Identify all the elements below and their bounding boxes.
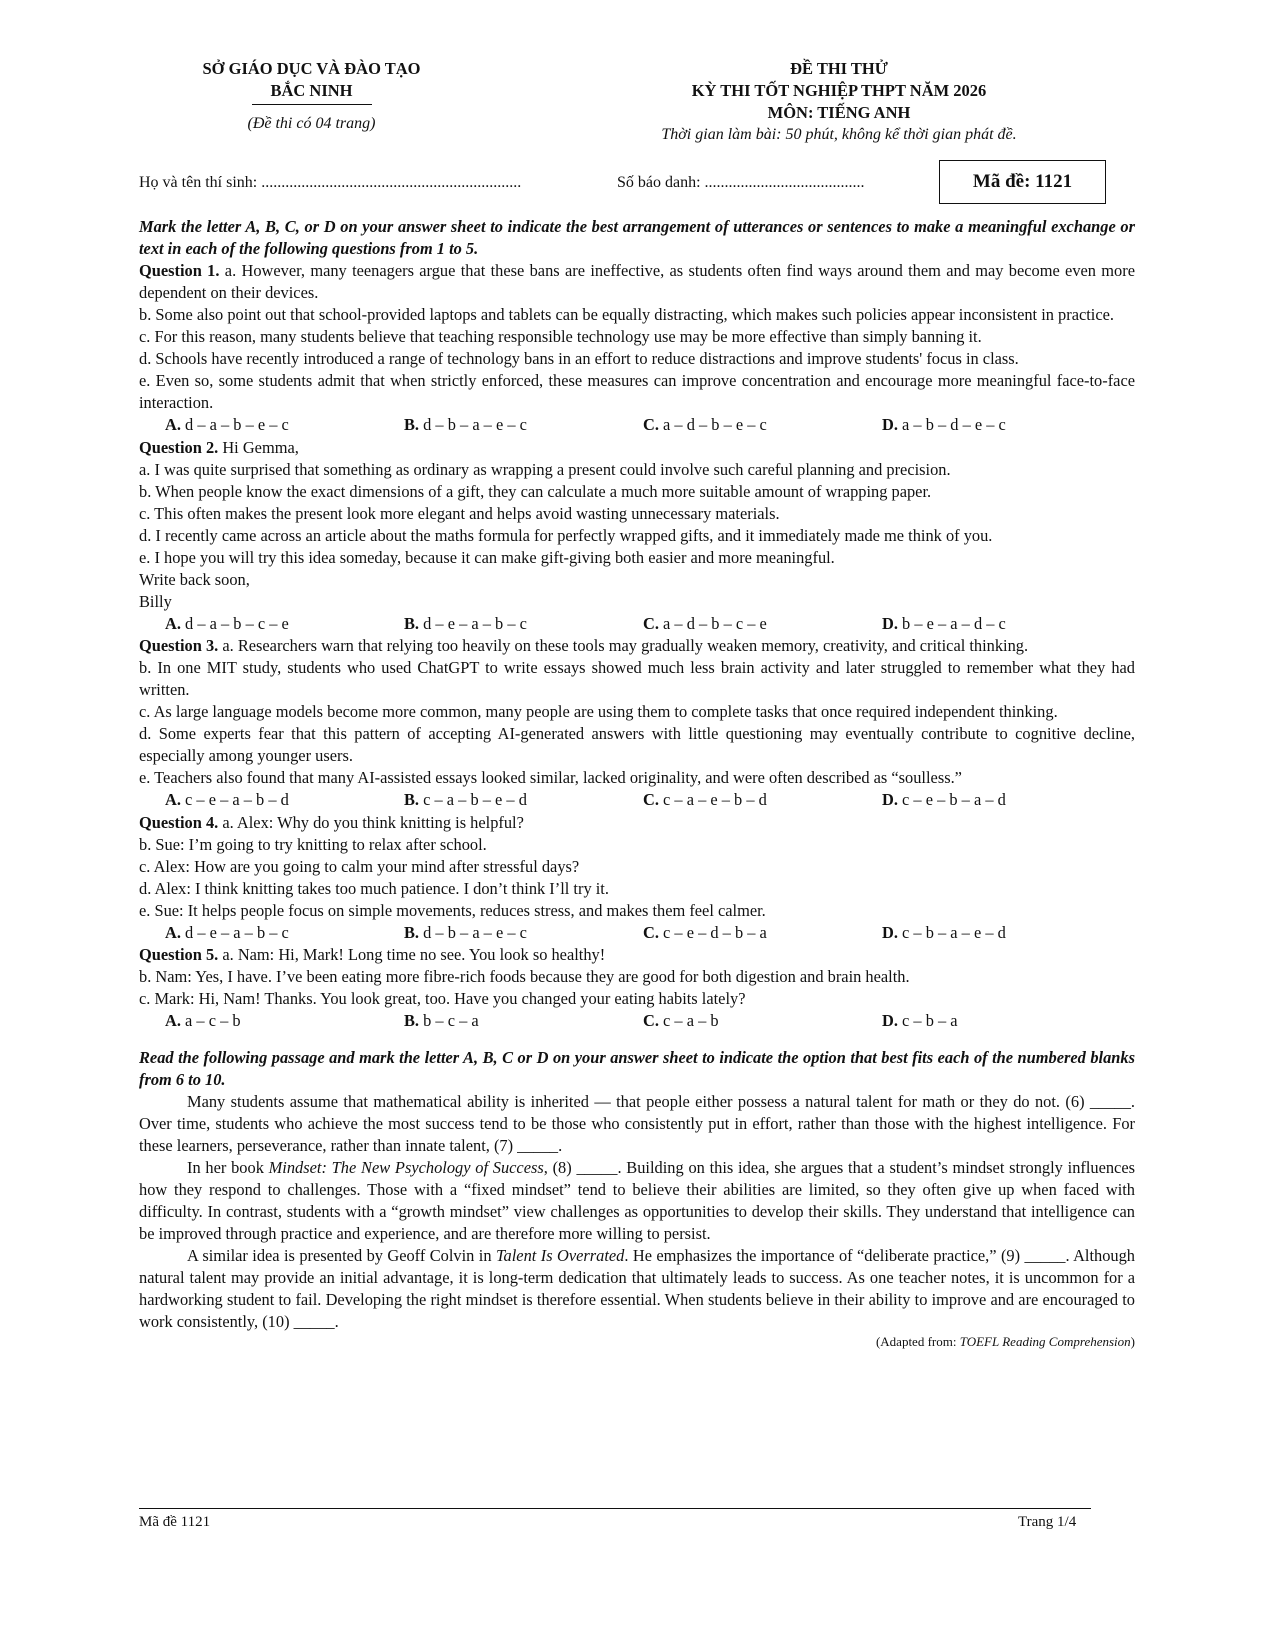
sentence-b: b. Some also point out that school-provided laptops and tablets can be equally distracting, which makes such policies appear inconsistent in practice. <box>139 305 1114 324</box>
sentence-c: c. For this reason, many students believe that teaching responsible technology use may be more effective than simply banning it. <box>139 327 982 346</box>
option-c: C. c – a – b <box>643 1011 719 1030</box>
exam-subject: MÔN: TIẾNG ANH <box>767 103 911 122</box>
question-4 <box>139 812 1135 834</box>
question-1 <box>139 260 1135 304</box>
options-q4 <box>139 922 1135 945</box>
sentence-e: e. Teachers also found that many AI-assisted essays looked similar, lacked originality, and were often described as “soulless.” <box>139 768 962 787</box>
sentence-b: b. When people know the exact dimensions of a gift, they can calculate a much more suitable amount of wrapping paper. <box>139 481 932 501</box>
exam-code-box: Mã đề: 1121 <box>939 160 1106 204</box>
sentence-a: a. However, many teenagers argue that these bans are ineffective, as students often find ways around them and may become even more dependent on their devices. <box>139 261 1135 302</box>
sentence-a: a. I was quite surprised that something as ordinary as wrapping a present could involve such careful planning and precision. <box>139 459 951 479</box>
sentence-d: d. Schools have recently introduced a range of technology bans in an effort to reduce distractions and improve students' focus in class. <box>139 349 1019 368</box>
candidate-number-field: Số báo danh: ........................................ <box>617 174 865 191</box>
passage-paragraph-1: Many students assume that mathematical ability is inherited — that people either possess a natural talent for math or they do not. (6) _____. Over time, students who achieve the most success tend to be those who consistently put in effort, rather than those with the highest intelligence. For these learners, perseverance, rather than innate talent, (7) _____. <box>139 1091 1135 1155</box>
sentence-a: a. Nam: Hi, Mark! Long time no see. You look so healthy! <box>222 945 606 964</box>
sentence-c: c. As large language models become more common, many people are using them to complete tasks that once required independent thinking. <box>139 702 1058 721</box>
option-b: B. d – e – a – b – c <box>404 613 527 633</box>
question-label: Question 3. <box>139 636 219 655</box>
options-q2 <box>139 613 1135 636</box>
sentence-a: a. Alex: Why do you think knitting is helpful? <box>222 812 524 832</box>
question-label: Question 4. <box>139 812 219 832</box>
option-d: D. c – b – a – e – d <box>882 922 1006 942</box>
question-label: Question 2. <box>139 437 219 457</box>
options-q3 <box>139 789 1135 812</box>
page-count-note: (Đề thi có 04 trang) <box>247 115 376 132</box>
exam-page <box>139 58 1135 1351</box>
option-a: A. c – e – a – b – d <box>165 790 289 809</box>
time-note: Thời gian làm bài: 50 phút, không kể thời gian phát đề. <box>661 126 1017 143</box>
options-q1 <box>139 414 1135 437</box>
greeting: Hi Gemma, <box>222 437 299 457</box>
sentence-c: c. This often makes the present look more elegant and helps avoid wasting unnecessary materials. <box>139 503 780 523</box>
passage-paragraph-3: A similar idea is presented by Geoff Colvin in Talent Is Overrated. He emphasizes the importance of “deliberate practice,” (9) _____. Although natural talent may provide an initial advantage, it is long-term dedication that ultimately leads to success. As one teacher notes, it is uncommon for a hardworking student to fail. Developing the right mindset is therefore essential. When students believe in their ability to improve and are encouraged to work consistently, (10) _____. <box>139 1245 1136 1331</box>
options-q5 <box>139 1010 1135 1033</box>
option-b: B. c – a – b – e – d <box>404 790 527 809</box>
option-a: A. d – e – a – b – c <box>165 922 289 942</box>
passage-paragraph-2: In her book Mindset: The New Psychology of Success, (8) _____. Building on this idea, she argues that a student’s mindset strongly influences how they respond to challenges. Those with a “fixed mindset” tend to believe their abilities are limited, so they often give up when faced with difficulty. In contrast, students with a “growth mindset” view challenges as opportunities to develop their skills. They understand that intelligence can be improved through practice and experience, and are therefore more willing to persist. <box>139 1157 1135 1243</box>
section-gap <box>139 1033 1135 1047</box>
exam-title-block <box>609 58 1069 146</box>
book-title: Talent Is Overrated <box>495 1245 625 1265</box>
option-c: C. a – d – b – e – c <box>643 415 767 434</box>
closing: Write back soon, <box>139 569 250 589</box>
source-note: (Adapted from: TOEFL Reading Comprehension) <box>875 1333 1135 1349</box>
option-d: D. b – e – a – d – c <box>882 613 1006 633</box>
sentence-e: e. I hope you will try this idea someday, because it can make gift-giving both easier and more meaningful. <box>139 547 835 567</box>
question-5 <box>139 944 1135 966</box>
question-label: Question 1. <box>139 261 220 280</box>
option-c: C. a – d – b – c – e <box>643 613 767 633</box>
sentence-b: b. In one MIT study, students who used ChatGPT to write essays showed much less brain activity and later struggled to remember what they had written. <box>139 658 1135 699</box>
exam-type: ĐỀ THI THỬ <box>790 59 888 78</box>
sentence-e: e. Even so, some students admit that when strictly enforced, these measures can improve concentration and encourage more meaningful face-to-face interaction. <box>139 371 1135 412</box>
department-name: SỞ GIÁO DỤC VÀ ĐÀO TẠO <box>202 59 421 78</box>
section2-instruction: Read the following passage and mark the letter A, B, C or D on your answer sheet to indicate the option that best fits each of the numbered blanks from 6 to 10. <box>139 1047 1135 1089</box>
question-3 <box>139 635 1135 657</box>
sentence-c: c. Mark: Hi, Nam! Thanks. You look great, too. Have you changed your eating habits lately? <box>139 989 746 1008</box>
option-b: B. b – c – a <box>404 1011 479 1030</box>
department-block <box>139 58 484 135</box>
question-2 <box>139 437 1135 459</box>
option-d: D. c – b – a <box>882 1011 958 1030</box>
option-b: B. d – b – a – e – c <box>404 922 527 942</box>
sentence-a: a. Researchers warn that relying too heavily on these tools may gradually weaken memory, creativity, and critical thinking. <box>222 636 1029 655</box>
option-a: A. d – a – b – c – e <box>165 613 289 633</box>
sentence-d: d. Alex: I think knitting takes too much patience. I don’t think I’ll try it. <box>139 878 609 898</box>
footer-page-number: Trang 1/4 <box>1018 1514 1077 1530</box>
sentence-d: d. Some experts fear that this pattern of accepting AI-generated answers with little questioning may eventually contribute to cognitive decline, especially among younger users. <box>139 724 1135 765</box>
option-a: A. a – c – b <box>165 1011 241 1030</box>
question-label: Question 5. <box>139 945 219 964</box>
candidate-info <box>139 160 1135 216</box>
footer-exam-code: Mã đề 1121 <box>139 1514 211 1530</box>
option-d: D. c – e – b – a – d <box>882 790 1006 809</box>
sentence-d: d. I recently came across an article about the maths formula for perfectly wrapped gifts, and it immediately made me think of you. <box>139 525 993 545</box>
sentence-e: e. Sue: It helps people focus on simple movements, reduces stress, and makes them feel calmer. <box>139 900 766 920</box>
sentence-c: c. Alex: How are you going to calm your mind after stressful days? <box>139 856 580 876</box>
option-a: A. d – a – b – e – c <box>165 415 289 434</box>
option-c: C. c – e – d – b – a <box>643 922 767 942</box>
option-b: B. d – b – a – e – c <box>404 415 527 434</box>
book-title: Mindset: The New Psychology of Success <box>268 1157 544 1177</box>
section1-instruction: Mark the letter A, B, C, or D on your answer sheet to indicate the best arrangement of utterances or sentences to make a meaningful exchange or text in each of the following questions from 1 to 5. <box>139 217 1135 258</box>
province-name: BẮC NINH <box>270 81 353 100</box>
header-divider <box>252 104 372 105</box>
exam-header <box>139 58 1135 158</box>
option-d: D. a – b – d – e – c <box>882 415 1006 434</box>
signature: Billy <box>139 591 172 611</box>
candidate-name-field: Họ và tên thí sinh: ................................................................. <box>139 174 522 191</box>
exam-name: KỲ THI TỐT NGHIỆP THPT NĂM 2026 <box>691 81 987 100</box>
sentence-b: b. Nam: Yes, I have. I’ve been eating more fibre-rich foods because they are good for both digestion and brain health. <box>139 967 910 986</box>
footer-divider <box>139 1508 1091 1509</box>
sentence-b: b. Sue: I’m going to try knitting to relax after school. <box>139 834 487 854</box>
option-c: C. c – a – e – b – d <box>643 790 767 809</box>
